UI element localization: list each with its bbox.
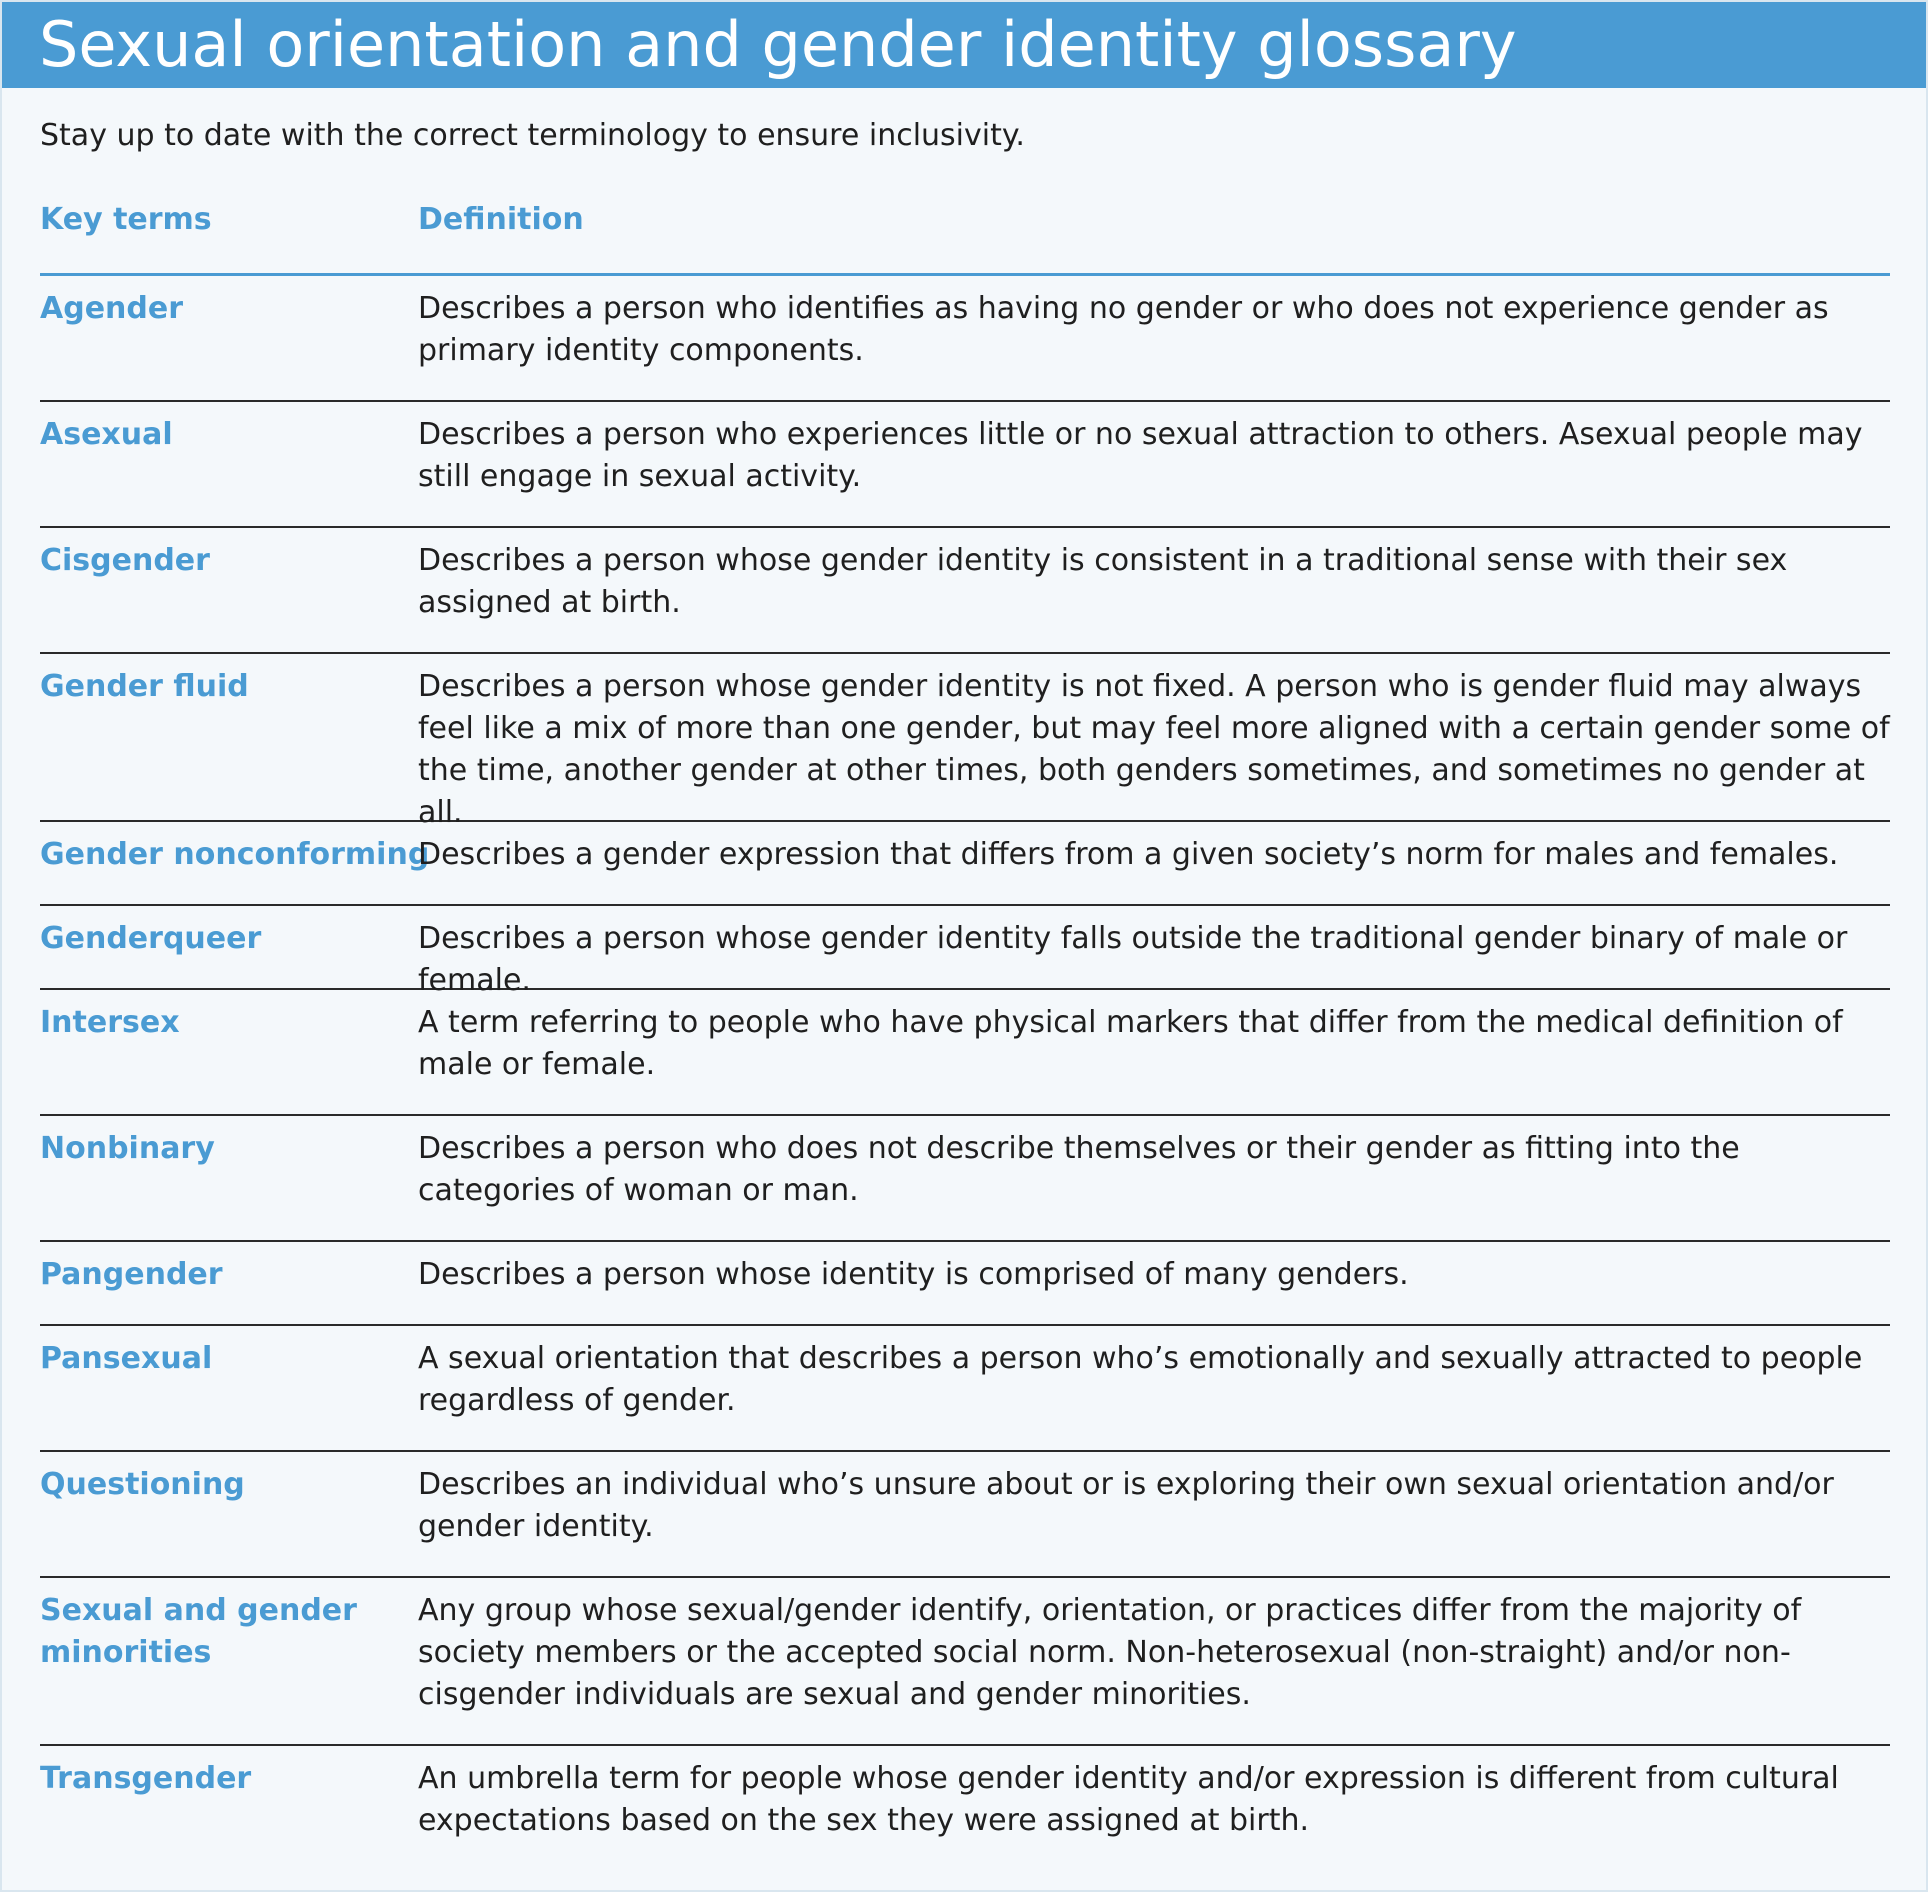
definition-text: A term referring to people who have physical markers that differ from the medical definition of male or female.	[418, 1005, 1843, 1082]
term-label: Asexual	[40, 417, 173, 452]
table-row	[40, 1452, 1890, 1578]
definition-text: A sexual orientation that describes a person who’s emotionally and sexually attracted to people regardless of gender.	[418, 1341, 1863, 1418]
table-row	[40, 822, 1890, 906]
term-label: Cisgender	[40, 543, 210, 578]
definition-text: Describes a person who identifies as having no gender or who does not experience gender as primary identity components.	[418, 291, 1829, 368]
column-header-definition: Definition	[418, 202, 584, 237]
table-row	[40, 1746, 1890, 1872]
definition-text: Any group whose sexual/gender identify, orientation, or practices differ from the majority of society members or the accepted social norm. Non-heterosexual (non-straight) and/or non-cisgender individuals are sexual and gender minorities.	[418, 1593, 1802, 1712]
definition-text: Describes an individual who’s unsure about or is exploring their own sexual orientation and/or gender identity.	[418, 1467, 1834, 1544]
term-label: Genderqueer	[40, 921, 262, 956]
page-title: Sexual orientation and gender identity glossary	[39, 8, 1517, 81]
table-row	[40, 1116, 1890, 1242]
page-subtitle: Stay up to date with the correct terminology to ensure inclusivity.	[40, 118, 1025, 153]
term-label: Transgender	[40, 1761, 252, 1796]
term-label: Intersex	[40, 1005, 180, 1040]
term-label: Questioning	[40, 1467, 245, 1502]
table-row	[40, 654, 1890, 830]
definition-text: Describes a person who does not describe themselves or their gender as fitting into the categories of woman or man.	[418, 1131, 1740, 1208]
table-row	[40, 1578, 1890, 1746]
table-row	[40, 990, 1890, 1116]
definition-text: Describes a person who experiences little or no sexual attraction to others. Asexual people may still engage in sexual activity.	[418, 417, 1863, 494]
table-row	[40, 276, 1890, 402]
definition-text: Describes a person whose gender identity falls outside the traditional gender binary of male or female.	[418, 921, 1848, 998]
title-banner	[2, 2, 1926, 88]
table-row	[40, 906, 1890, 998]
term-label: Pangender	[40, 1257, 223, 1292]
glossary-table	[40, 276, 1890, 1872]
definition-text: Describes a gender expression that differs from a given society’s norm for males and females.	[418, 837, 1839, 872]
table-row	[40, 402, 1890, 528]
definition-text: Describes a person whose gender identity is not fixed. A person who is gender fluid may always feel like a mix of more than one gender, but may feel more aligned with a certain gender some of the time, another gender at other times, both genders sometimes, and sometimes no gender at all.	[418, 669, 1890, 830]
term-label: Pansexual	[40, 1341, 213, 1376]
table-row	[40, 1326, 1890, 1452]
column-header-key-terms: Key terms	[40, 202, 212, 237]
term-label: Agender	[40, 291, 184, 326]
term-label: Sexual and gender minorities	[40, 1593, 357, 1670]
term-label: Nonbinary	[40, 1131, 215, 1166]
table-row	[40, 1242, 1890, 1326]
term-label: Gender fluid	[40, 669, 249, 704]
definition-text: Describes a person whose gender identity is consistent in a traditional sense with their sex assigned at birth.	[418, 543, 1788, 620]
definition-text: An umbrella term for people whose gender identity and/or expression is different from cultural expectations based on the sex they were assigned at birth.	[418, 1761, 1839, 1838]
term-label: Gender nonconforming	[40, 837, 430, 872]
definition-text: Describes a person whose identity is comprised of many genders.	[418, 1257, 1409, 1292]
table-row	[40, 528, 1890, 654]
